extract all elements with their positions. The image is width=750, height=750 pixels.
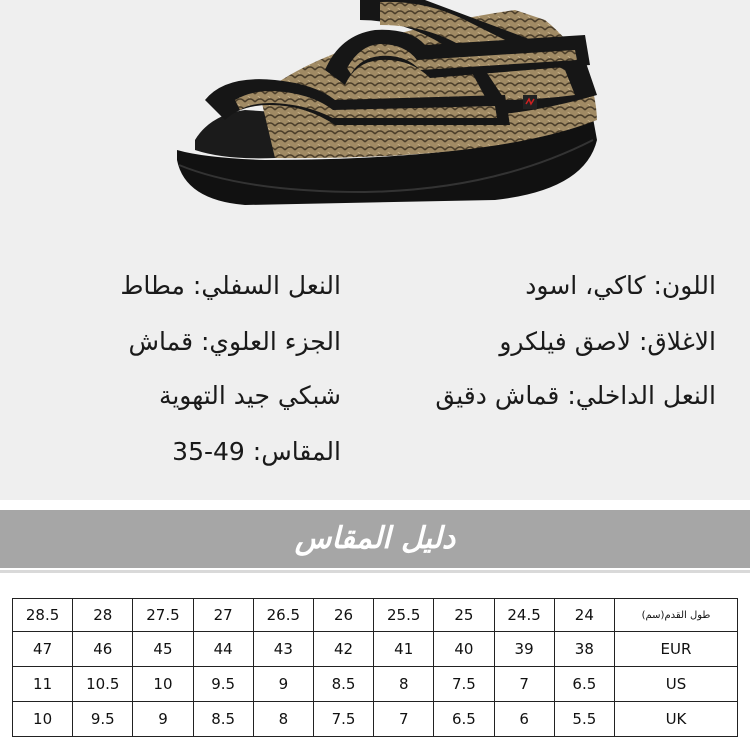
table-cell: 26.5 bbox=[253, 599, 313, 632]
table-row bbox=[13, 599, 738, 632]
table-cell: 24.5 bbox=[494, 599, 554, 632]
table-cell: 6.5 bbox=[554, 667, 614, 702]
divider bbox=[0, 570, 750, 573]
spec-closure: الاغلاق: لاصق فيلكرو bbox=[499, 327, 716, 356]
table-cell: 40 bbox=[434, 632, 494, 667]
row-label-eur: EUR bbox=[615, 632, 738, 667]
spec-upper-note: شبكي جيد التهوية bbox=[158, 381, 341, 410]
row-label-us: US bbox=[615, 667, 738, 702]
table-cell: 6.5 bbox=[434, 702, 494, 737]
table-cell: 39 bbox=[494, 632, 554, 667]
table-cell: 43 bbox=[253, 632, 313, 667]
table-cell: 27 bbox=[193, 599, 253, 632]
table-cell: 38 bbox=[554, 632, 614, 667]
table-cell: 46 bbox=[73, 632, 133, 667]
table-cell: 26 bbox=[313, 599, 373, 632]
table-cell: 27.5 bbox=[133, 599, 193, 632]
table-cell: 8.5 bbox=[313, 667, 373, 702]
spec-outsole: النعل السفلي: مطاط bbox=[120, 271, 341, 300]
table-cell: 7 bbox=[374, 702, 434, 737]
size-guide-title: دليل المقاس bbox=[294, 521, 456, 556]
table-cell: 8.5 bbox=[193, 702, 253, 737]
table-cell: 6 bbox=[494, 702, 554, 737]
size-guide-table bbox=[12, 598, 738, 737]
table-row bbox=[13, 702, 738, 737]
table-cell: 9 bbox=[253, 667, 313, 702]
size-guide-header bbox=[0, 510, 750, 568]
table-cell: 8 bbox=[253, 702, 313, 737]
spec-insole: النعل الداخلي: قماش دقيق bbox=[435, 381, 716, 410]
table-cell: 7.5 bbox=[313, 702, 373, 737]
table-cell: 5.5 bbox=[554, 702, 614, 737]
table-row bbox=[13, 667, 738, 702]
sandal-product-image bbox=[165, 0, 605, 215]
table-cell: 45 bbox=[133, 632, 193, 667]
table-cell: 25.5 bbox=[374, 599, 434, 632]
table-cell: 11 bbox=[13, 667, 73, 702]
table-cell: 47 bbox=[13, 632, 73, 667]
spec-color: اللون: كاكي، اسود bbox=[525, 271, 716, 300]
table-cell: 44 bbox=[193, 632, 253, 667]
table-row bbox=[13, 632, 738, 667]
table-cell: 24 bbox=[554, 599, 614, 632]
table-cell: 42 bbox=[313, 632, 373, 667]
table-cell: 28 bbox=[73, 599, 133, 632]
table-cell: 10 bbox=[133, 667, 193, 702]
table-cell: 10 bbox=[13, 702, 73, 737]
row-label-uk: UK bbox=[615, 702, 738, 737]
spec-upper: الجزء العلوي: قماش bbox=[128, 327, 341, 356]
table-cell: 10.5 bbox=[73, 667, 133, 702]
spec-size-range: المقاس: 49-35 bbox=[172, 437, 341, 466]
row-label-foot-length: طول القدم(سم) bbox=[615, 599, 738, 632]
table-cell: 9 bbox=[133, 702, 193, 737]
table-cell: 28.5 bbox=[13, 599, 73, 632]
table-cell: 9.5 bbox=[193, 667, 253, 702]
table-cell: 7.5 bbox=[434, 667, 494, 702]
table-cell: 8 bbox=[374, 667, 434, 702]
table-cell: 41 bbox=[374, 632, 434, 667]
table-cell: 9.5 bbox=[73, 702, 133, 737]
table-cell: 25 bbox=[434, 599, 494, 632]
table-cell: 7 bbox=[494, 667, 554, 702]
